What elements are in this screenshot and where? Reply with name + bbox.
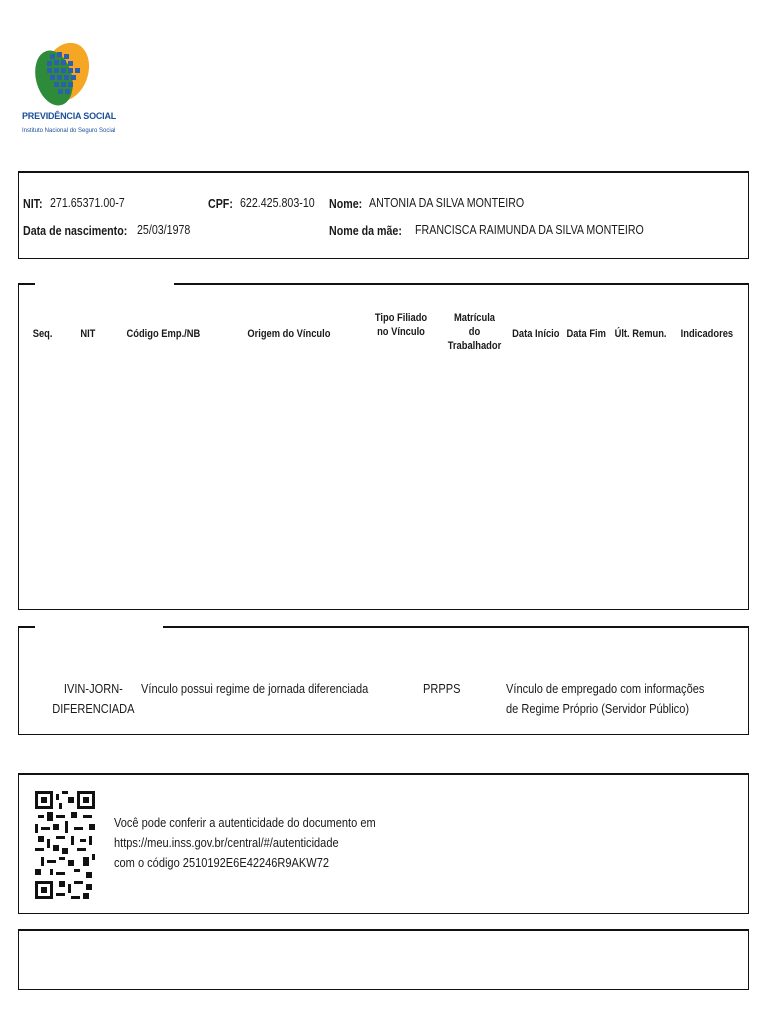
section-tab [35, 626, 163, 628]
col-origem-vinculo: Origem do Vínculo [247, 328, 331, 340]
autenticidade-section [18, 773, 749, 914]
autenticidade-line1: Você pode conferir a autenticidade do documento em [114, 815, 376, 830]
cpf-value: 622.425.803-10 [240, 195, 315, 210]
col-data-fim: Data Fim [566, 328, 606, 340]
indicador-code: PRPPS [423, 681, 461, 696]
nascimento-label: Data de nascimento: [23, 223, 128, 238]
col-data-inicio: Data Início [512, 328, 560, 340]
nit-label: NIT: [23, 196, 43, 211]
autenticidade-code: com o código 2510192E6E42246R9AKW72 [114, 855, 330, 870]
footer-section [18, 929, 749, 990]
autenticidade-url[interactable]: https://meu.inss.gov.br/central/#/autenticidade [114, 835, 339, 850]
section-tab [35, 283, 174, 285]
indicadores-section [18, 626, 749, 735]
nascimento-value: 25/03/1978 [137, 222, 191, 237]
nit-row [23, 195, 47, 213]
person-section [18, 171, 749, 259]
previdencia-logo-icon [20, 38, 104, 142]
col-matricula: Matrícula do Trabalhador [447, 312, 502, 352]
col-codigo-emp: Código Emp./NB [126, 328, 201, 340]
vinculos-section [18, 283, 749, 610]
mae-label: Nome da mãe: [329, 223, 402, 238]
col-seq: Seq. [32, 328, 53, 340]
indicador-description: Vínculo possui regime de jornada diferenciada [141, 681, 369, 696]
nome-value: ANTONIA DA SILVA MONTEIRO [369, 195, 525, 210]
col-ult-remun: Últ. Remun. [614, 328, 667, 340]
qr-code-icon [35, 791, 95, 899]
nome-label: Nome: [329, 196, 363, 211]
logo-title: PREVIDÊNCIA SOCIAL [22, 111, 117, 121]
cpf-label: CPF: [208, 196, 233, 211]
col-indicadores: Indicadores [680, 328, 734, 340]
logo-subtitle: Instituto Nacional do Seguro Social [22, 128, 116, 134]
col-tipo-filiado: Tipo Filiado no Vínculo [374, 312, 428, 338]
autenticidade-text [114, 813, 422, 873]
col-nit: NIT [80, 328, 96, 340]
nit-value: 271.65371.00-7 [50, 195, 125, 210]
mae-value: FRANCISCA RAIMUNDA DA SILVA MONTEIRO [415, 222, 644, 237]
indicador-description: Vínculo de empregado com informações de Regime Próprio (Servidor Público) [506, 681, 705, 716]
indicador-code: IVIN-JORN-DIFERENCIADA [52, 681, 135, 716]
